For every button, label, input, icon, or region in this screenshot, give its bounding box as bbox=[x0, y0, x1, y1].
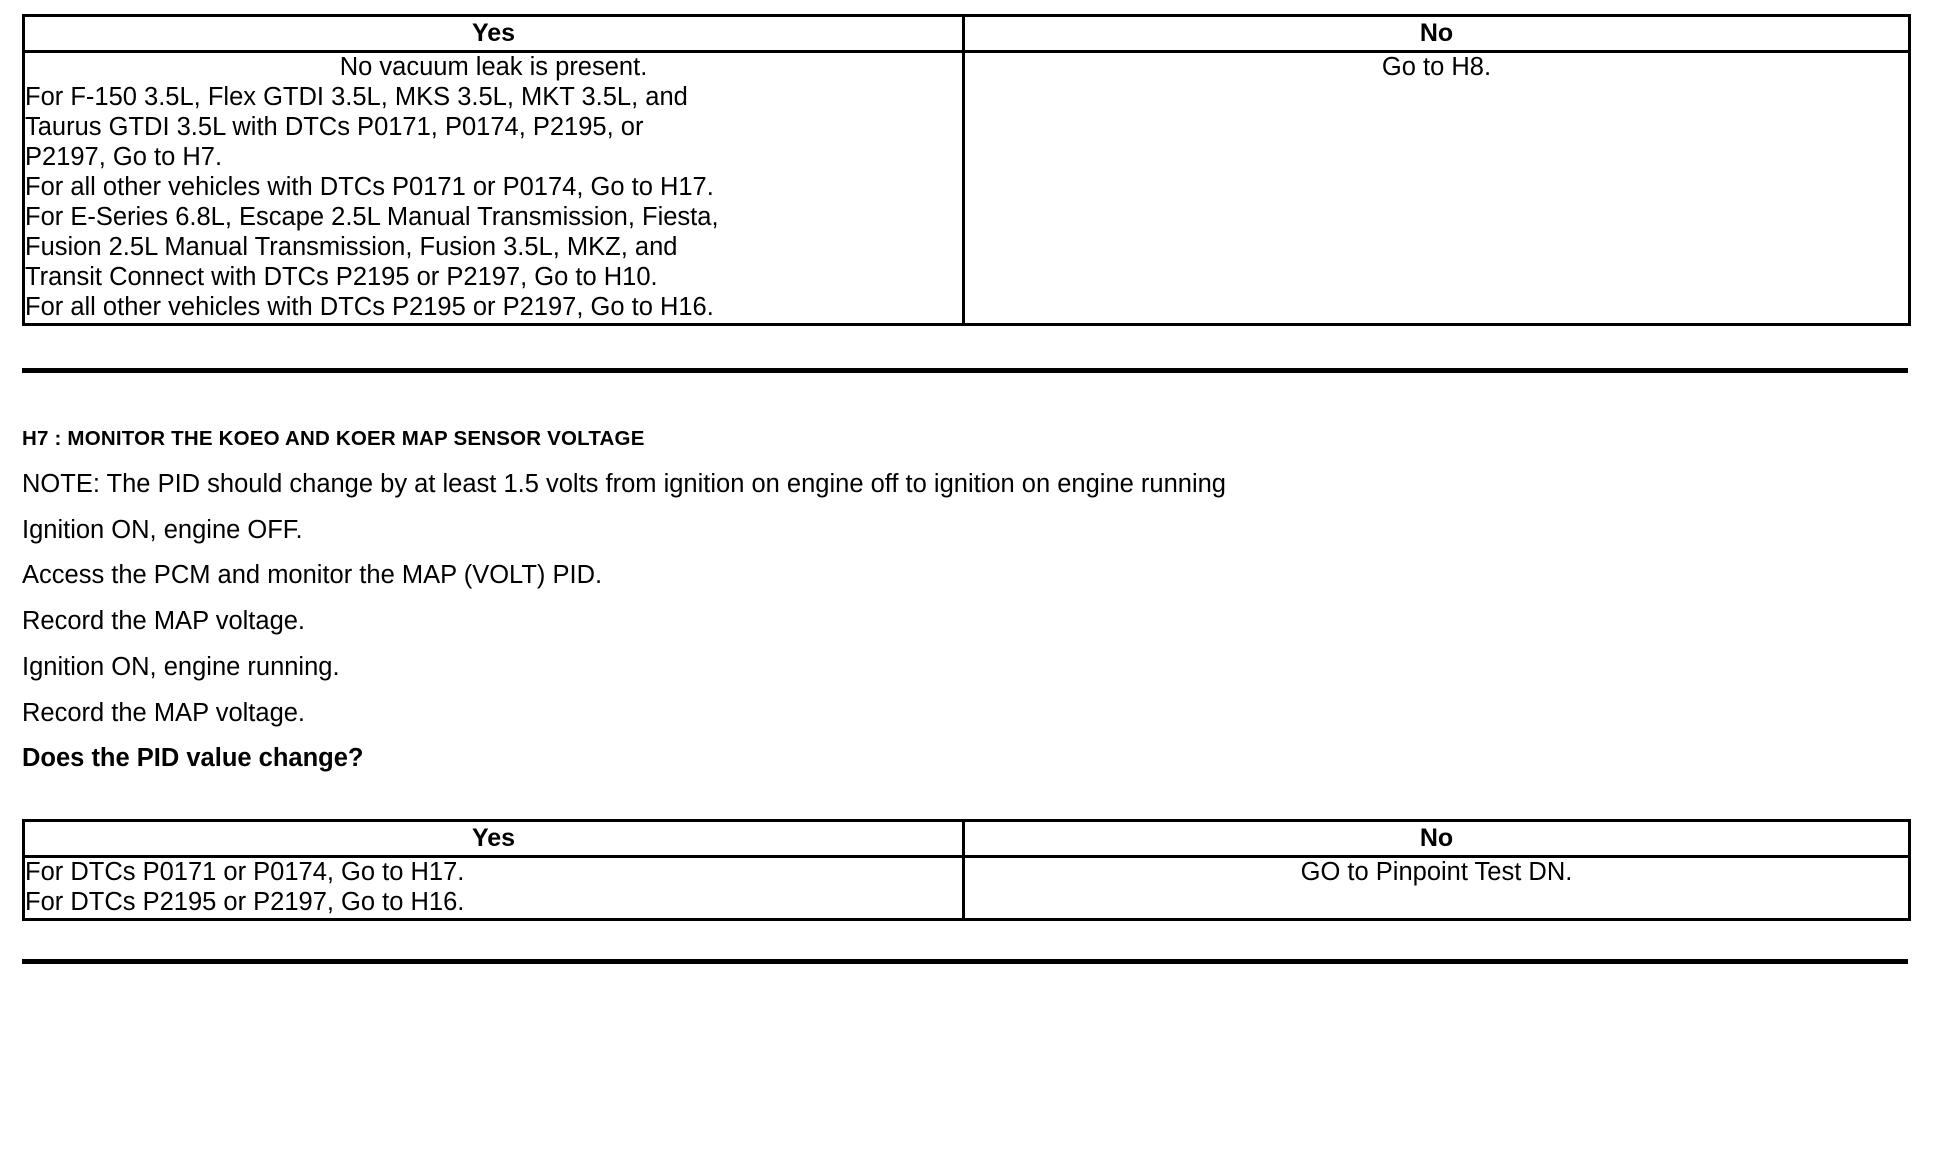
table-row bbox=[24, 857, 1910, 920]
yes-line-6: Fusion 2.5L Manual Transmission, Fusion 3.5L, MKZ, and bbox=[25, 232, 678, 261]
decision-table-bottom bbox=[22, 819, 1911, 921]
yes-line-7: Transit Connect with DTCs P2195 or P2197, Go to H10. bbox=[25, 262, 658, 291]
yes-line-5: For E-Series 6.8L, Escape 2.5L Manual Transmission, Fiesta, bbox=[25, 203, 719, 232]
decision-table-top bbox=[22, 14, 1911, 326]
column-header-no: No bbox=[964, 16, 1910, 52]
cell-no-bottom: GO to Pinpoint Test DN. bbox=[964, 857, 1910, 920]
cell-yes-top bbox=[24, 52, 964, 325]
section-h7 bbox=[22, 427, 1922, 772]
yes-line-1: For F-150 3.5L, Flex GTDI 3.5L, MKS 3.5L, MKT 3.5L, and bbox=[25, 83, 688, 112]
step-note: NOTE: The PID should change by at least 1.5 volts from ignition on engine off to ignition on engine running bbox=[22, 469, 1226, 498]
yes-line-3: P2197, Go to H7. bbox=[25, 143, 223, 172]
yes-line-2: For DTCs P2195 or P2197, Go to H16. bbox=[25, 888, 465, 917]
step-3: Record the MAP voltage. bbox=[22, 607, 306, 636]
step-5: Record the MAP voltage. bbox=[22, 698, 306, 727]
cell-yes-bottom bbox=[24, 857, 964, 920]
table-header-row bbox=[24, 16, 1910, 52]
cell-no-top: Go to H8. bbox=[964, 52, 1910, 325]
yes-first-line: No vacuum leak is present. bbox=[339, 53, 648, 82]
table-row bbox=[24, 52, 1910, 325]
spacer bbox=[22, 791, 1922, 819]
section-title: H7 : MONITOR THE KOEO AND KOER MAP SENSOR VOLTAGE bbox=[22, 426, 645, 450]
step-question: Does the PID value change? bbox=[22, 744, 364, 773]
yes-line-1: For DTCs P0171 or P0174, Go to H17. bbox=[25, 858, 465, 887]
yes-line-4: For all other vehicles with DTCs P0171 or P0174, Go to H17. bbox=[25, 173, 714, 202]
column-header-no: No bbox=[964, 821, 1910, 857]
column-header-yes: Yes bbox=[24, 821, 964, 857]
step-2: Access the PCM and monitor the MAP (VOLT) PID. bbox=[22, 561, 603, 590]
section-divider-2 bbox=[22, 959, 1908, 964]
step-1: Ignition ON, engine OFF. bbox=[22, 515, 303, 544]
yes-line-8: For all other vehicles with DTCs P2195 or P2197, Go to H16. bbox=[25, 292, 714, 321]
table-header-row bbox=[24, 821, 1910, 857]
step-4: Ignition ON, engine running. bbox=[22, 652, 340, 681]
yes-line-2: Taurus GTDI 3.5L with DTCs P0171, P0174, P2195, or bbox=[25, 113, 644, 142]
column-header-yes: Yes bbox=[24, 16, 964, 52]
section-divider-1 bbox=[22, 368, 1908, 373]
